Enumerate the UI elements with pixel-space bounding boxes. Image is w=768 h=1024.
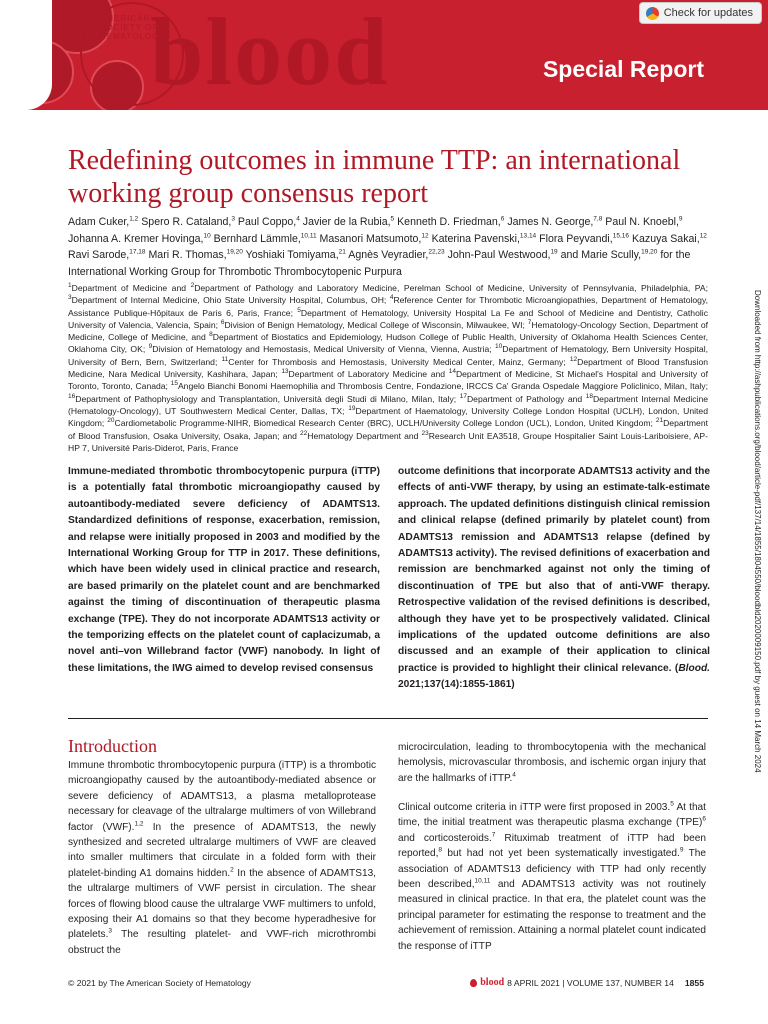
footer-citation [470, 977, 704, 988]
introduction-heading: Introduction [68, 736, 157, 756]
abstract-right: outcome definitions that incorporate ADAMTS13 activity and the effects of anti-VWF therapy, by using an estimate-talk-estimate approach. The updated definitions distinguish clinical remission and clinical relapse (defined primarily by platelet count) from ADAMTS13 remission and ADAMTS13 relapse (defined by ADAMTS13 activity). The revised definitions of exacerbation and remission are benchmarked against not only the timing of discontinuation of TPE but also that of anti-VWF therapy. Retrospective validation of the revised definitions is described, although they have yet to be prospectively validated. Clinical implications of the updated outcome definitions are also discussed and an example of their application to clinical practice is provided to highlight their clinical relevance. (Blood. 2021;137(14):1855-1861) [398, 466, 710, 691]
section-divider [68, 718, 708, 719]
check-for-updates-label: Check for updates [663, 7, 753, 19]
blood-drop-icon [470, 979, 477, 987]
intro-paragraph-3: Clinical outcome criteria in iTTP were first proposed in 2003.$^5$ At that time, the initial treatment was therapeutic plasma exchange (TPE)$^6$ and corticosteroids.$^7$ Rituximab treatment of iTTP had been reported,$^8$ but had not yet been systematically investigated.$^9$ The association of ADAMTS13 deficiency with TTP had only recently been described,$^{10,11}$ and ADAMTS13 activity was not routinely measured in clinical practice. In that era, the platelet count was the principal parameter for estimating the response to treatment and the achievement of remission. Attaining a normal platelet count indicated the response of iTTP [398, 800, 706, 952]
intro-paragraph-1: Immune thrombotic thrombocytopenic purpura (iTTP) is a thrombotic microangiopathy caused by the autoantibody-mediated absence or severe deficiency of ADAMTS13, a plasma metalloprotease necessary for cleavage of the ultralarge multimers of von Willebrand factor (VWF).$^{1,2}$ In the presence of ADAMTS13, the newly synthesized and secreted ultralarge multimers of VWF are cleaved into smaller multimers that circulate in a folded form with their platelet-binding A1 domains hidden.$^2$ In the absence of ADAMTS13, the ultralarge multimers of VWF persist in circulation. The shear forces of flowing blood cause the ultralarge VWF multimers to unfold, exposing their A1 domains so that they become hyperadhesive for platelets.$^3$ The resulting platelet- and VWF-rich microthrombi obstruct the [68, 760, 377, 956]
article-title: Redefining outcomes in immune TTP: an international working group consensus report [68, 145, 681, 209]
check-for-updates-button[interactable] [639, 2, 762, 24]
ash-seal-logo: AMERICAN SOCIETY OF HEMATOLOGY [80, 2, 184, 106]
intro-paragraph-2: microcirculation, leading to thrombocytopenia with the mechanical hemolysis, microvascular thrombosis, and ischemic organ injury that are the hallmarks of iTTP.$^4$ [398, 742, 706, 784]
footer-issue: 8 APRIL 2021 | VOLUME 137, NUMBER 14 [507, 977, 674, 988]
abstract-left: Immune-mediated thrombotic thrombocytopenic purpura (iTTP) is a potentially fatal thrombotic microangiopathy caused by autoantibody-mediated severe deficiency of ADAMTS13. Standardized definitions of response, exacerbation, remission, and relapse were initially proposed in 2003 and modified by the International Working Group for TTP in 2017. These definitions, which have been widely used in clinical practice and research, are based primarily on the platelet count and are benchmarked against the timing of discontinuation of therapeutic plasma exchange (TPE). They do not incorporate ADAMTS13 activity or the temporizing effects on the platelet count of caplacizumab, a novel anti–von Willebrand factor (VWF) nanobody. In light of these limitations, the IWG aimed to develop revised consensus [68, 466, 380, 674]
footer-copyright: © 2021 by The American Society of Hematology [68, 978, 251, 988]
crossmark-icon [646, 7, 659, 20]
download-watermark: Downloaded from http://ashpublications.org/blood/article-pdf/137/14/1855/1804550/bloodbld2020009150.pdf by guest on 14 March 2024 [753, 290, 762, 773]
page-number: 1855 [684, 977, 704, 988]
banner-corner [0, 0, 52, 110]
author-list: Adam Cuker,$^{1,2}$ Spero R. Cataland,$^3$ Paul Coppo,$^4$ Javier de la Rubia,$^5$ Kenneth D. Friedman,$^6$ James N. George,$^{7,8}$ Paul N. Knoebl,$^9$ Johanna A. Kremer Hovinga,$^{10}$ Bernhard Lämmle,$^{10,11}$ Masanori Matsumoto,$^{12}$ Katerina Pavenski,$^{13,14}$ Flora Peyvandi,$^{15,16}$ Kazuya Sakai,$^{12}$ Ravi Sarode,$^{17,18}$ Mari R. Thomas,$^{19,20}$ Yoshiaki Tomiyama,$^{21}$ Agnès Veyradier,$^{22,23}$ John-Paul Westwood,$^{19}$ and Marie Scully,$^{19,20}$ for the International Working Group for Thrombotic Thrombocytopenic Purpura [68, 215, 707, 278]
section-label: Special Report [542, 56, 704, 82]
footer-brand: blood [480, 977, 505, 988]
affiliations: $^1$Department of Medicine and $^2$Department of Pathology and Laboratory Medicine, Perelman School of Medicine, University of Pennsylvania, Philadelphia, PA; $^3$Department of Internal Medicine, Ohio State University Hospital, Columbus, OH; $^4$Reference Center for Thrombotic Microangiopathies, Department of Hematology, Assistance Publique-Hôpitaux de Paris 6, Paris, France; $^5$Department of Hematology, University Hospital La Fe and School of Medicine and Dentistry, Catholic University of Valencia, Valencia, Spain; $^6$Division of Benign Hematology, Medical College of Wisconsin, Milwaukee, WI; $^7$Hematology-Oncology Section, Department of Medicine, College of Medicine, and $^8$Department of Biostatics and Epidemiology, Hudson College of Public Health, University of Oklahoma Health Sciences Center, Oklahoma City, OK; $^9$Division of Hematology and Hemostasis, Medical University of Vienna, Vienna, Austria; $^{10}$Department of Hematology, Bern University Hospital, University of Bern, Bern, Switzerland; $^{11}$Center for Thrombosis and Hemostasis, University Medical Center, Mainz, Germany; $^{12}$Department of Blood Transfusion Medicine, Nara Medical University, Kashihara, Japan; $^{13}$Department of Laboratory Medicine and $^{14}$Department of Medicine, St Michael's Hospital and University of Toronto, Toronto, Canada; $^{15}$Angelo Bianchi Bonomi Haemophilia and Thrombosis Centre, Fondazione, IRCCS Ca' Granda Ospedale Maggiore Policlinico, Milan, Italy; $^{16}$Department of Pathophysiology and Transplantation, Università degli Studi di Milano, Milan, Italy; $^{17}$Department of Pathology and $^{18}$Department Internal Medicine (Hematology-Oncology), UT Southwestern Medical Center, Dallas, TX; $^{19}$Department of Haematology, University College London Hospital (UCLH), London, United Kingdom; $^{20}$Cardiometabolic Programme-NIHR, Biomedical Research Center (BRC), UCLH/University College London (UCL), London, United Kingdom; $^{21}$Department of Blood Transfusion, Osaka University, Osaka, Japan; and $^{22}$Hematology Department and $^{23}$Research Unit EA3518, Groupe Hospitalier Saint Louis-Lariboisiere, AP-HP 7, Université Paris-Diderot, Paris, France [68, 282, 709, 453]
journal-logo: blood [150, 0, 390, 105]
